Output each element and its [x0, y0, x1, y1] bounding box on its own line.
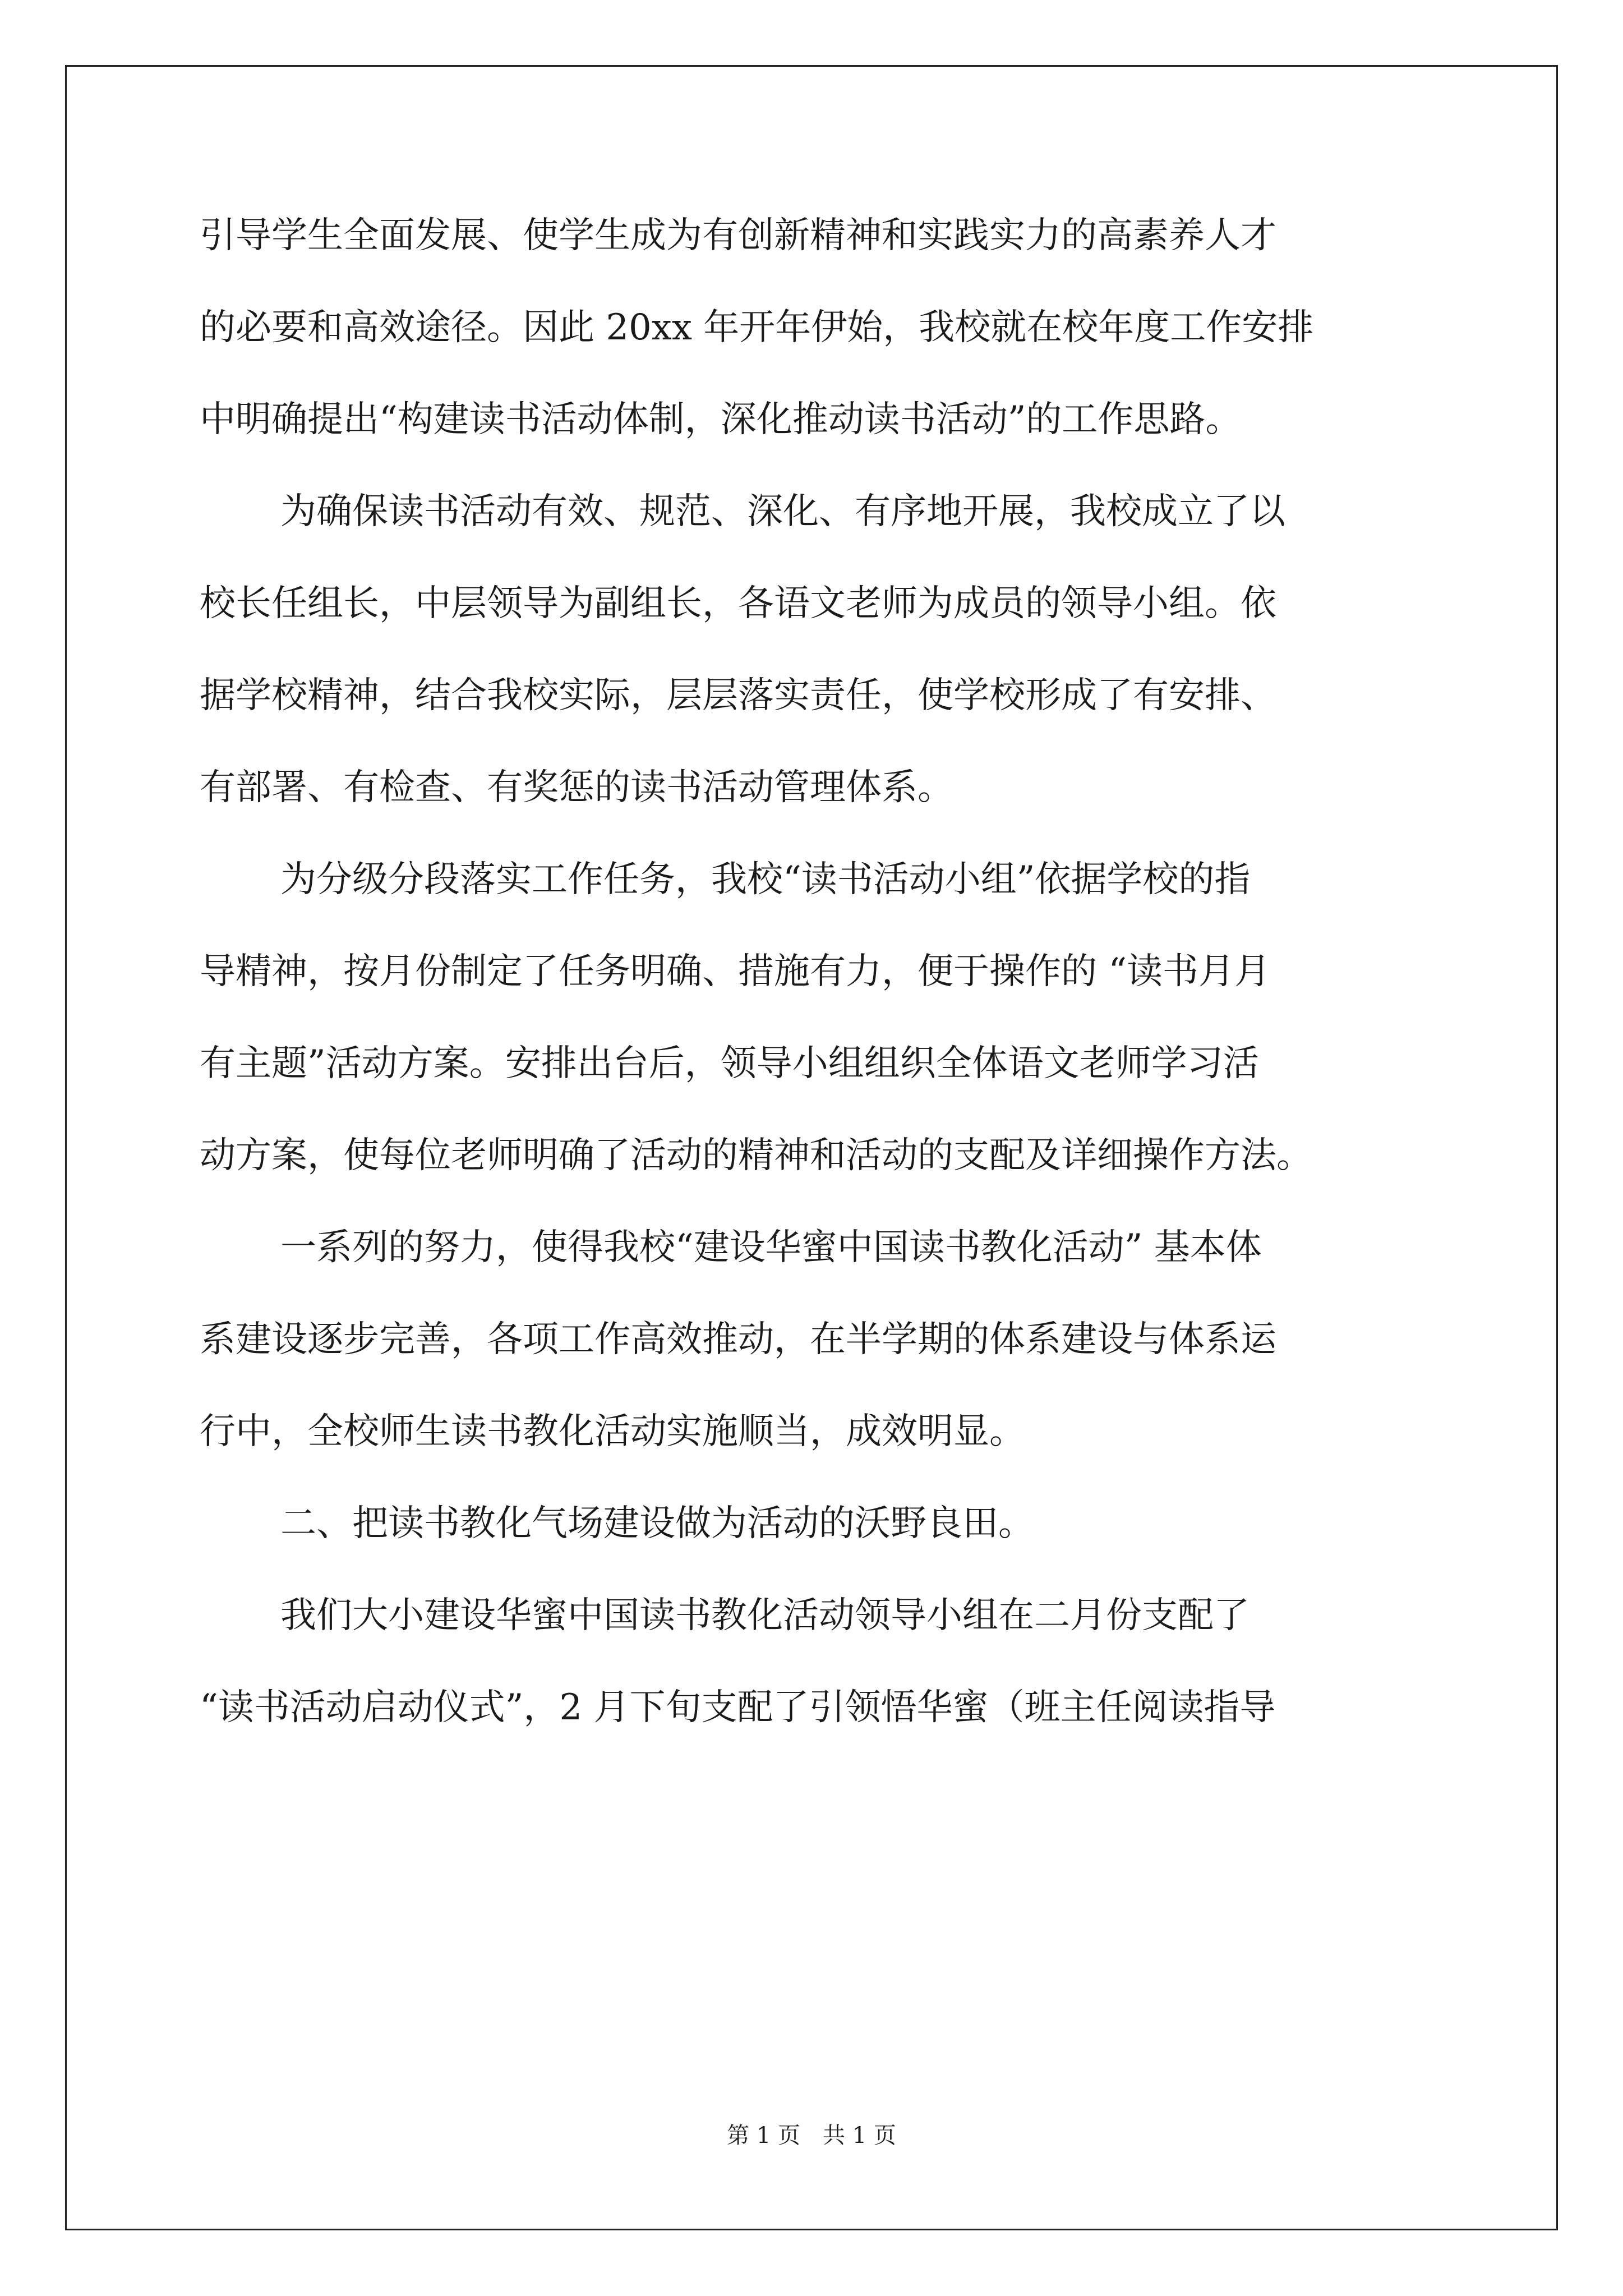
paragraph-first-line: 一系列的努力，使得我校“建设华蜜中国读书教化活动” 基本体	[280, 1227, 1262, 1268]
text-line: 有部署、有检查、有奖惩的读书活动管理体系。	[200, 767, 953, 808]
text-line: 中明确提出“构建读书活动体制，深化推动读书活动”的工作思路。	[200, 399, 1242, 440]
section-heading: 二、把读书教化气场建设做为活动的沃野良田。	[280, 1503, 1034, 1544]
page-footer: 第 1 页 共 1 页	[727, 2123, 896, 2148]
paragraph-first-line: 为确保读书活动有效、规范、深化、有序地开展，我校成立了以	[280, 491, 1285, 532]
paragraph-first-line: 我们大小建设华蜜中国读书教化活动领导小组在二月份支配了	[280, 1595, 1249, 1636]
text-line: 行中，全校师生读书教化活动实施顺当，成效明显。	[200, 1411, 1025, 1452]
text-line: 的必要和高效途径。因此 20xx 年开年伊始，我校就在校年度工作安排	[200, 307, 1314, 348]
text-line: “读书活动启动仪式”，2 月下旬支配了引领悟华蜜（班主任阅读指导	[200, 1687, 1276, 1728]
text-line: 引导学生全面发展、使学生成为有创新精神和实践实力的高素养人才	[200, 215, 1276, 256]
paragraph-first-line: 为分级分段落实工作任务，我校“读书活动小组”依据学校的指	[280, 859, 1251, 900]
text-line: 校长任组长，中层领导为副组长，各语文老师为成员的领导小组。依	[200, 583, 1276, 624]
text-line: 据学校精神，结合我校实际，层层落实责任，使学校形成了有安排、	[200, 675, 1276, 716]
text-line: 有主题”活动方案。安排出台后，领导小组组织全体语文老师学习活	[200, 1043, 1259, 1084]
text-line: 导精神，按月份制定了任务明确、措施有力，便于操作的 “读书月月	[200, 951, 1271, 992]
text-line: 系建设逐步完善，各项工作高效推动，在半学期的体系建设与体系运	[200, 1319, 1276, 1360]
text-line: 动方案，使每位老师明确了活动的精神和活动的支配及详细操作方法。	[200, 1135, 1312, 1176]
